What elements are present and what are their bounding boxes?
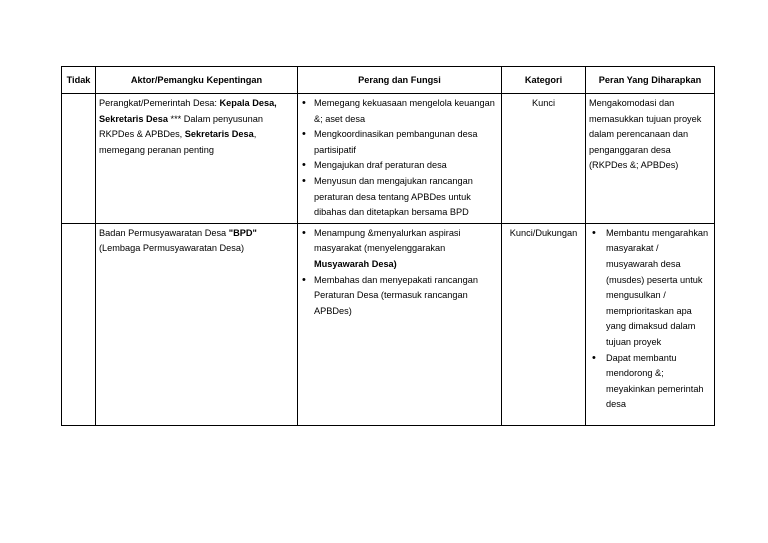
function-text: Menampung &menyalurkan aspirasi masyarakat (menyelenggarakan bbox=[314, 227, 461, 254]
list-item: • Memegang kekuasaan mengelola keuangan &; aset desa bbox=[314, 96, 498, 127]
actor-text: *** Dalam penyusunan RKPDes & APBDes, bbox=[99, 113, 263, 140]
function-bold-text: Musyawarah Desa) bbox=[314, 258, 397, 269]
cell-number bbox=[62, 94, 96, 224]
header-expected-role: Peran Yang Diharapkan bbox=[586, 67, 715, 94]
actor-text: (Lembaga Permusyawaratan Desa) bbox=[99, 243, 245, 254]
cell-category: Kunci bbox=[502, 94, 586, 224]
cell-functions bbox=[298, 223, 502, 425]
header-tidak: Tidak bbox=[62, 67, 96, 94]
cell-expected-role bbox=[586, 223, 715, 425]
functions-list bbox=[301, 226, 498, 320]
list-item: • Menyusun dan mengajukan rancangan peraturan desa tentang APBDes untuk dibahas dan ditetapkan bersama BPD bbox=[314, 174, 498, 221]
actor-text: Perangkat/Pemerintah Desa: bbox=[99, 98, 220, 108]
header-functions: Perang dan Fungsi bbox=[298, 67, 502, 94]
table-row bbox=[62, 223, 715, 425]
actor-text: , memegang peranan penting bbox=[99, 129, 257, 155]
actor-bold-text: Kepala Desa, Sekretaris Desa bbox=[99, 98, 277, 124]
cell-actor bbox=[96, 223, 298, 425]
table-header-row bbox=[62, 67, 715, 94]
list-item: • Dapat membantu mendorong &; meyakinkan pemerintah desa bbox=[606, 351, 711, 413]
stakeholder-table bbox=[61, 66, 715, 426]
list-item: • Membantu mengarahkan masyarakat / musyawarah desa (musdes) peserta untuk mengusulkan / memprioritaskan apa yang dimaksud dalam tujuan proyek bbox=[606, 226, 711, 351]
actor-bold-text: Sekretaris Desa bbox=[184, 129, 254, 140]
cell-functions bbox=[298, 94, 502, 224]
actor-bold-text: "BPD" bbox=[228, 227, 257, 238]
cell-number bbox=[62, 223, 96, 425]
header-actor: Aktor/Pemangku Kepentingan bbox=[96, 67, 298, 94]
functions-list bbox=[301, 96, 498, 221]
expected-list bbox=[589, 226, 711, 413]
header-category: Kategori bbox=[502, 67, 586, 94]
list-item: • Mengajukan draf peraturan desa bbox=[314, 158, 498, 174]
list-item: • Mengkoordinasikan pembangunan desa partisipatif bbox=[314, 127, 498, 158]
list-item: • Membahas dan menyepakati rancangan Peraturan Desa (termasuk rancangan APBDes) bbox=[314, 273, 498, 320]
list-item bbox=[314, 226, 498, 273]
actor-text: Badan Permusyawaratan Desa bbox=[99, 227, 229, 238]
cell-expected-role: Mengakomodasi dan memasukkan tujuan proyek dalam perencanaan dan penganggaran desa (RKPDes &; APBDes) bbox=[586, 94, 715, 224]
table-row bbox=[62, 94, 715, 224]
cell-actor bbox=[96, 94, 298, 224]
cell-category: Kunci/Dukungan bbox=[502, 223, 586, 425]
